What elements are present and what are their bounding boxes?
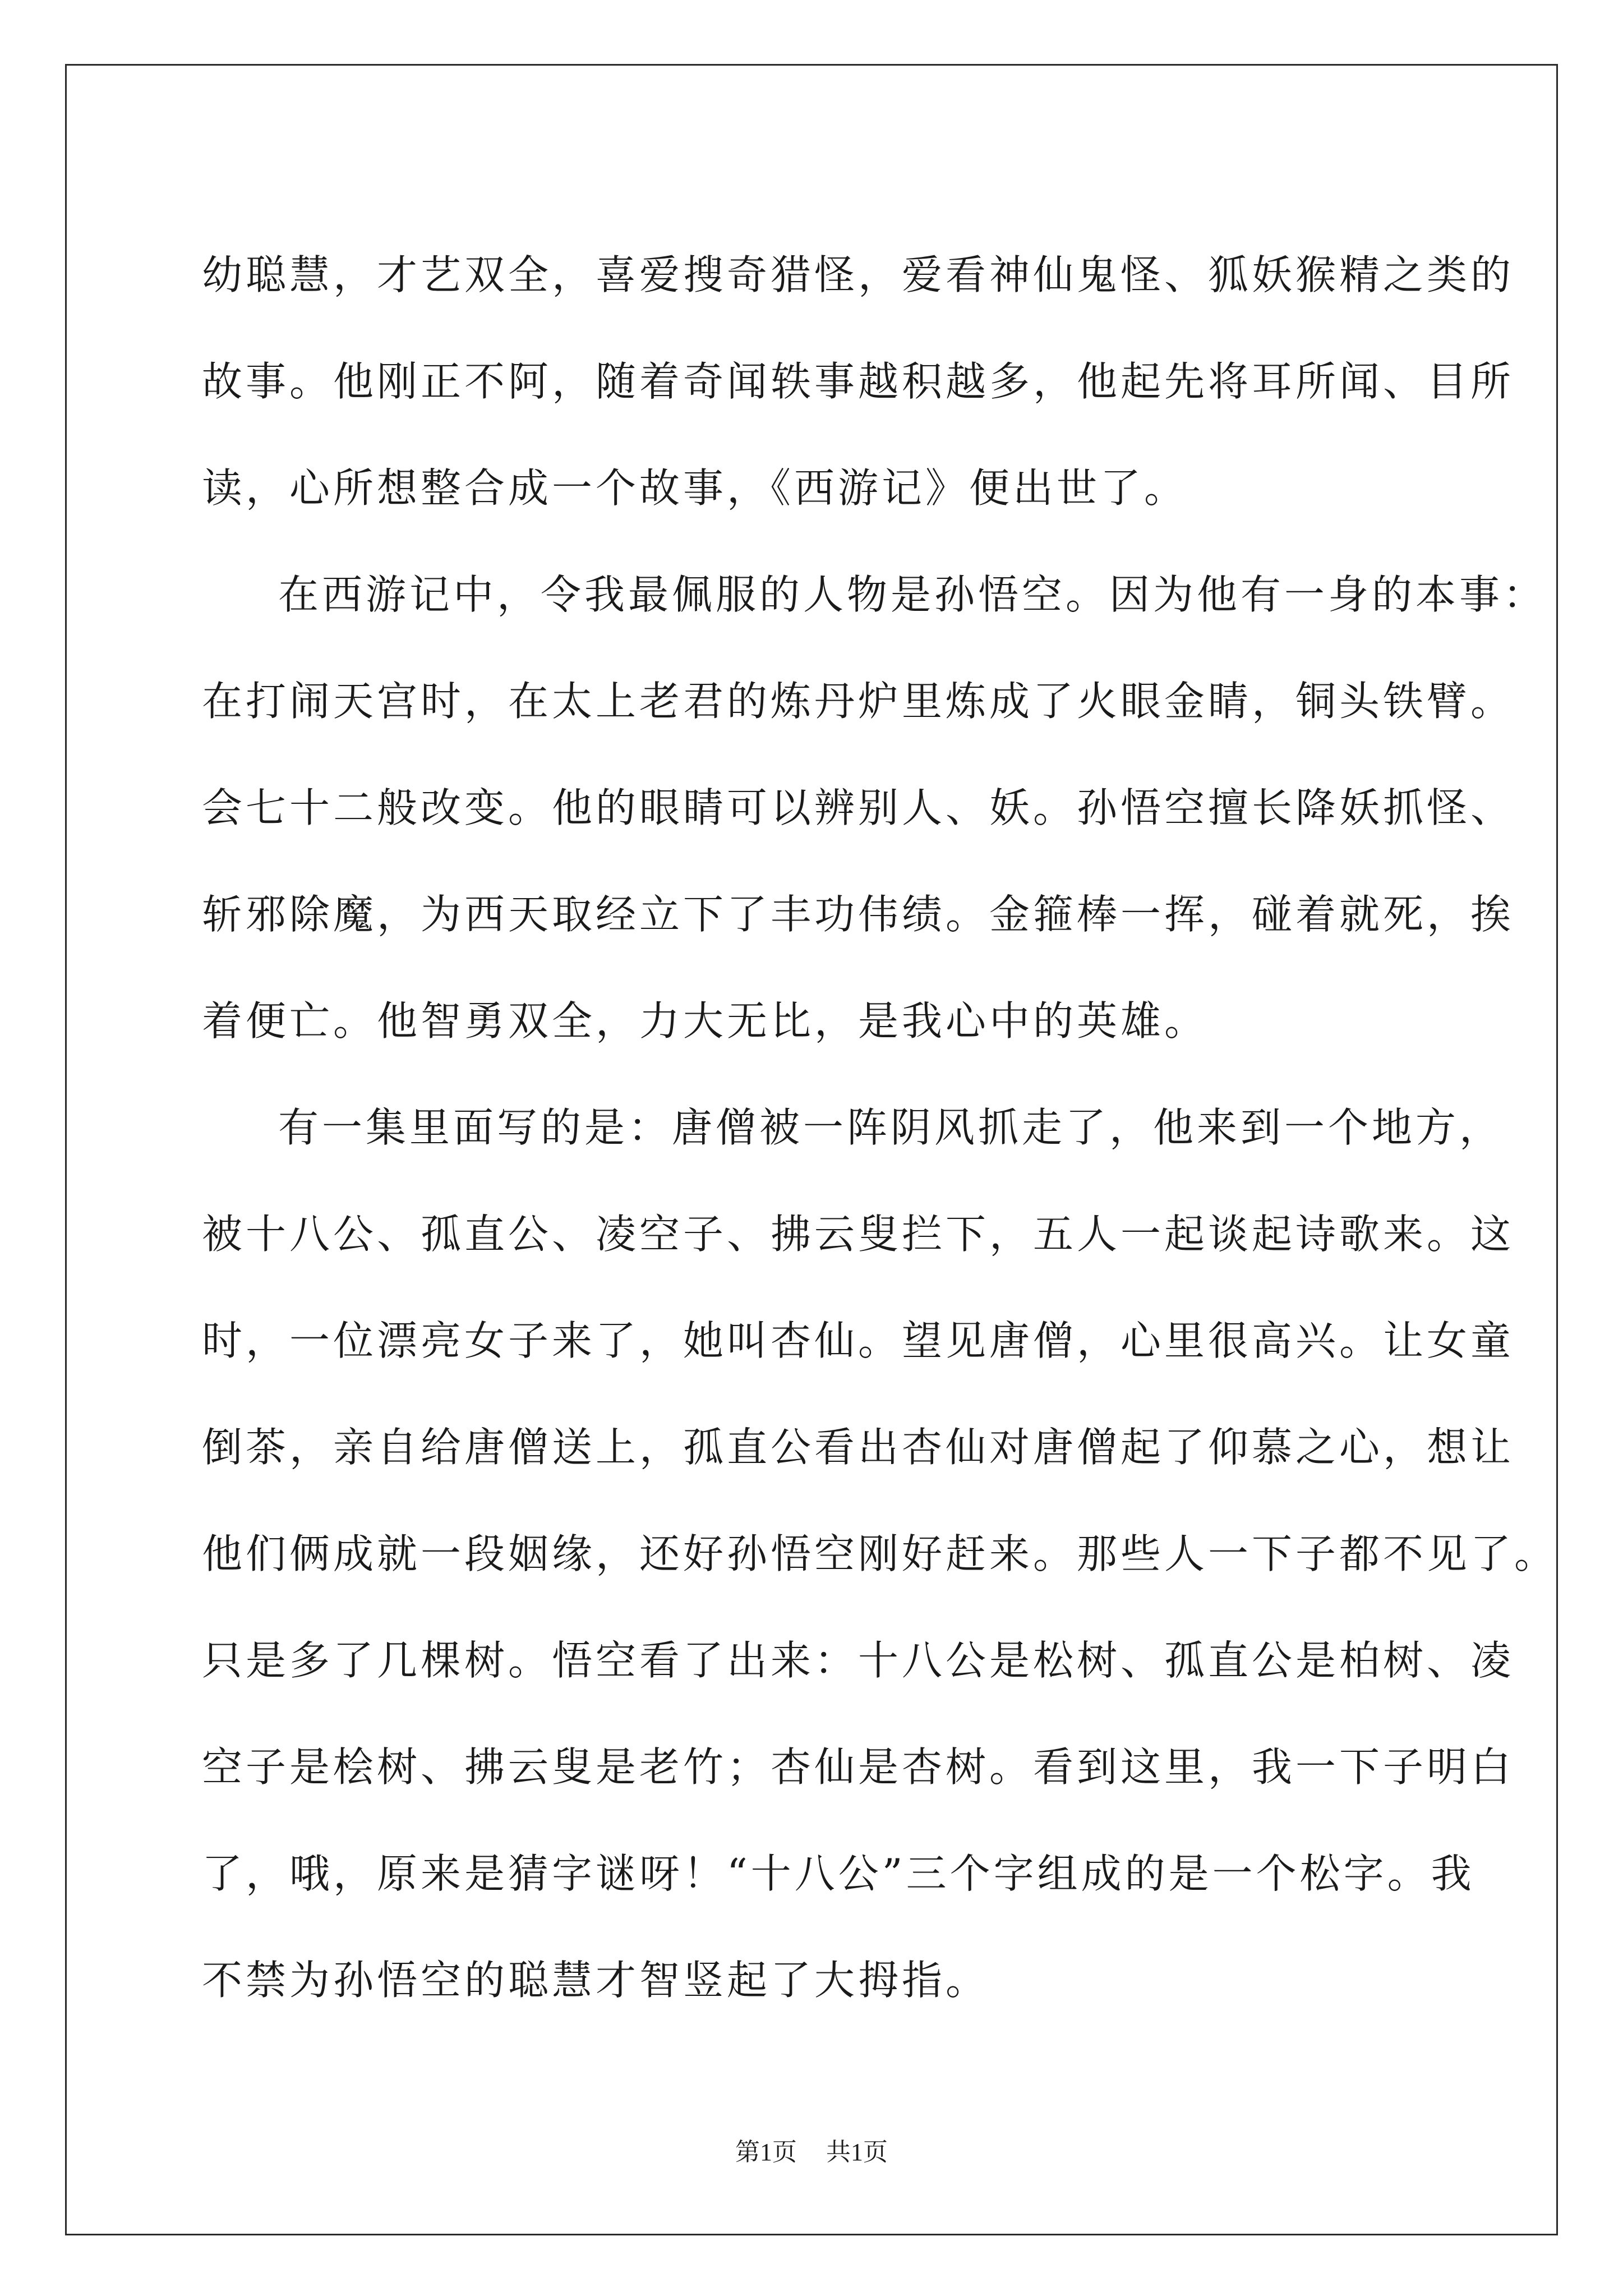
- page-number-current: 第1页: [735, 2138, 797, 2166]
- page-footer: [0, 2132, 1623, 2168]
- text-line: 倒茶，亲自给唐僧送上，孤直公看出杏仙对唐僧起了仰慕之心，想让: [202, 1424, 1515, 1471]
- text-line: 不禁为孙悟空的聪慧才智竖起了大拇指。: [202, 1957, 990, 2004]
- document-body: [202, 222, 1559, 2033]
- text-line: 他们俩成就一段姻缘，还好孙悟空刚好赶来。那些人一下子都不见了。: [202, 1530, 1559, 1577]
- text-line: 在打闹天宫时，在太上老君的炼丹炉里炼成了火眼金睛，铜头铁臂。: [202, 678, 1515, 725]
- text-line: 读，心所想整合成一个故事，《西游记》便出世了。: [202, 464, 1188, 512]
- text-line: 有一集里面写的是：唐僧被一阵阴风抓走了，他来到一个地方，: [278, 1104, 1504, 1151]
- text-line: 了，哦，原来是猜字谜呀！“十八公”三个字组成的是一个松字。我: [202, 1850, 1475, 1897]
- text-line: 斩邪除魔，为西天取经立下了丰功伟绩。金箍棒一挥，碰着就死，挨: [202, 891, 1515, 938]
- paragraph-1: [202, 222, 1515, 541]
- text-line: 会七十二般改变。他的眼睛可以辨别人、妖。孙悟空擅长降妖抓怪、: [202, 784, 1515, 831]
- paragraph-2: [202, 541, 1547, 1074]
- paragraph-3: [202, 1074, 1559, 2033]
- text-line: 只是多了几棵树。悟空看了出来：十八公是松树、孤直公是柏树、凌: [202, 1637, 1515, 1684]
- text-line: 时，一位漂亮女子来了，她叫杏仙。望见唐僧，心里很高兴。让女童: [202, 1317, 1515, 1364]
- page-number-total: 共1页: [826, 2138, 888, 2166]
- text-line: 被十八公、孤直公、凌空子、拂云叟拦下，五人一起谈起诗歌来。这: [202, 1211, 1515, 1258]
- text-line: 幼聪慧，才艺双全，喜爱搜奇猎怪，爱看神仙鬼怪、狐妖猴精之类的: [202, 251, 1515, 298]
- text-line: 着便亡。他智勇双全，力大无比，是我心中的英雄。: [202, 997, 1209, 1045]
- text-line: 故事。他刚正不阿，随着奇闻轶事越积越多，他起先将耳所闻、目所: [202, 358, 1515, 405]
- text-line: 空子是桧树、拂云叟是老竹；杏仙是杏树。看到这里，我一下子明白: [202, 1743, 1515, 1791]
- text-line: 在西游记中，令我最佩服的人物是孙悟空。因为他有一身的本事：: [278, 571, 1547, 618]
